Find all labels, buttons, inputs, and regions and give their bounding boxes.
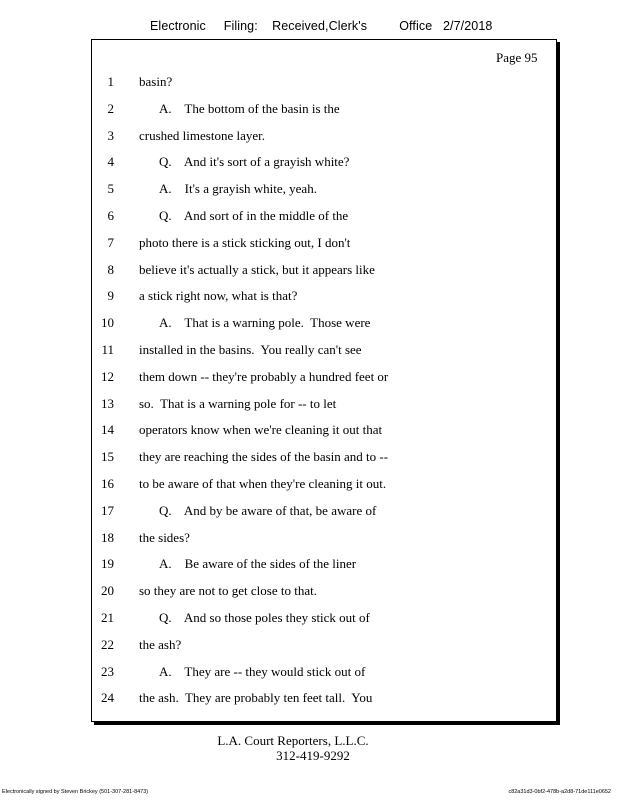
- transcript-line: [92, 583, 552, 603]
- line-text: operators know when we're cleaning it out that: [139, 422, 383, 438]
- line-text: so. That is a warning pole for -- to let: [139, 395, 337, 411]
- transcript-line: [92, 154, 552, 174]
- electronic-signature: Electronically signed by Steven Brickey (501-307-281-8473): [2, 789, 149, 795]
- line-text: crushed limestone layer.: [139, 127, 265, 143]
- line-number: 3: [107, 127, 114, 143]
- line-number: 18: [101, 529, 114, 545]
- transcript-line: [92, 208, 552, 228]
- line-text: the ash. They are probably ten feet tall. You: [139, 690, 373, 706]
- transcript-line: [92, 128, 552, 148]
- line-number: 13: [101, 395, 114, 411]
- line-text: them down -- they're probably a hundred feet or: [139, 368, 389, 384]
- transcript-line: [92, 74, 552, 94]
- transcript-line: [92, 369, 552, 389]
- line-number: 21: [101, 610, 114, 625]
- line-text: installed in the basins. You really can't see: [139, 342, 362, 357]
- line-number: 22: [101, 636, 114, 652]
- line-number: 16: [101, 476, 114, 491]
- line-number: 6: [107, 208, 114, 223]
- line-text: so they are not to get close to that.: [139, 583, 317, 599]
- line-text: Q. And sort of in the middle of the: [159, 208, 349, 223]
- line-number: 10: [101, 315, 114, 331]
- line-text: A. They are -- they would stick out of: [159, 663, 366, 679]
- line-text: Q. And by be aware of that, be aware of: [159, 502, 377, 518]
- transcript-line: [92, 449, 552, 469]
- line-number: 1: [107, 74, 114, 89]
- transcript-line: [92, 101, 552, 121]
- line-text: to be aware of that when they're cleaning it out.: [139, 476, 387, 491]
- transcript-line: [92, 288, 552, 308]
- line-text: they are reaching the sides of the basin and to --: [139, 449, 389, 465]
- line-number: 7: [107, 234, 114, 250]
- line-number: 12: [101, 368, 114, 384]
- transcript-line: [92, 556, 552, 576]
- line-text: Q. And it's sort of a grayish white?: [159, 154, 350, 170]
- transcript-line: [92, 610, 552, 630]
- transcript-line: [92, 422, 552, 442]
- line-number: 4: [107, 154, 114, 170]
- transcript-line: [92, 530, 552, 550]
- page-number: Page 95: [496, 50, 538, 65]
- footer-company: L.A. Court Reporters, L.L.C.: [217, 733, 369, 748]
- line-text: the ash?: [139, 636, 182, 652]
- transcript-line: [92, 262, 552, 282]
- transcript-line: [92, 315, 552, 335]
- line-text: A. Be aware of the sides of the liner: [159, 556, 357, 572]
- line-text: basin?: [139, 74, 173, 89]
- transcript-line: [92, 181, 552, 201]
- transcript-line: [92, 235, 552, 255]
- line-text: the sides?: [139, 529, 190, 545]
- line-number: 5: [107, 181, 114, 197]
- line-number: 11: [101, 342, 114, 357]
- document-hash: c82a31d3-0bf2-478b-a2d8-71de111e0652: [508, 789, 611, 795]
- line-number: 24: [101, 690, 114, 706]
- line-number: 15: [101, 449, 114, 465]
- line-text: believe it's actually a stick, but it appears like: [139, 261, 375, 277]
- line-number: 23: [101, 663, 114, 679]
- line-number: 14: [101, 422, 114, 438]
- line-text: photo there is a stick sticking out, I don't: [139, 234, 351, 250]
- line-text: A. The bottom of the basin is the: [159, 100, 340, 116]
- line-text: A. That is a warning pole. Those were: [159, 315, 371, 331]
- transcript-line: [92, 503, 552, 523]
- line-number: 17: [101, 502, 114, 518]
- line-number: 8: [107, 261, 114, 277]
- line-number: 20: [101, 583, 114, 599]
- line-text: a stick right now, what is that?: [139, 288, 298, 304]
- footer-phone: 312-419-9292: [276, 748, 350, 763]
- line-text: A. It's a grayish white, yeah.: [159, 181, 317, 197]
- transcript-line: [92, 690, 552, 710]
- line-number: 9: [107, 288, 114, 304]
- line-text: Q. And so those poles they stick out of: [159, 610, 370, 625]
- line-number: 2: [107, 100, 114, 116]
- transcript-line: [92, 637, 552, 657]
- line-number: 19: [101, 556, 114, 572]
- transcript-line: [92, 396, 552, 416]
- transcript-line: [92, 664, 552, 684]
- filing-header: Electronic Filing: Received,Clerk's Office 2/7/2018: [150, 19, 493, 33]
- transcript-line: [92, 476, 552, 496]
- transcript-line: [92, 342, 552, 362]
- transcript-page: [91, 39, 557, 722]
